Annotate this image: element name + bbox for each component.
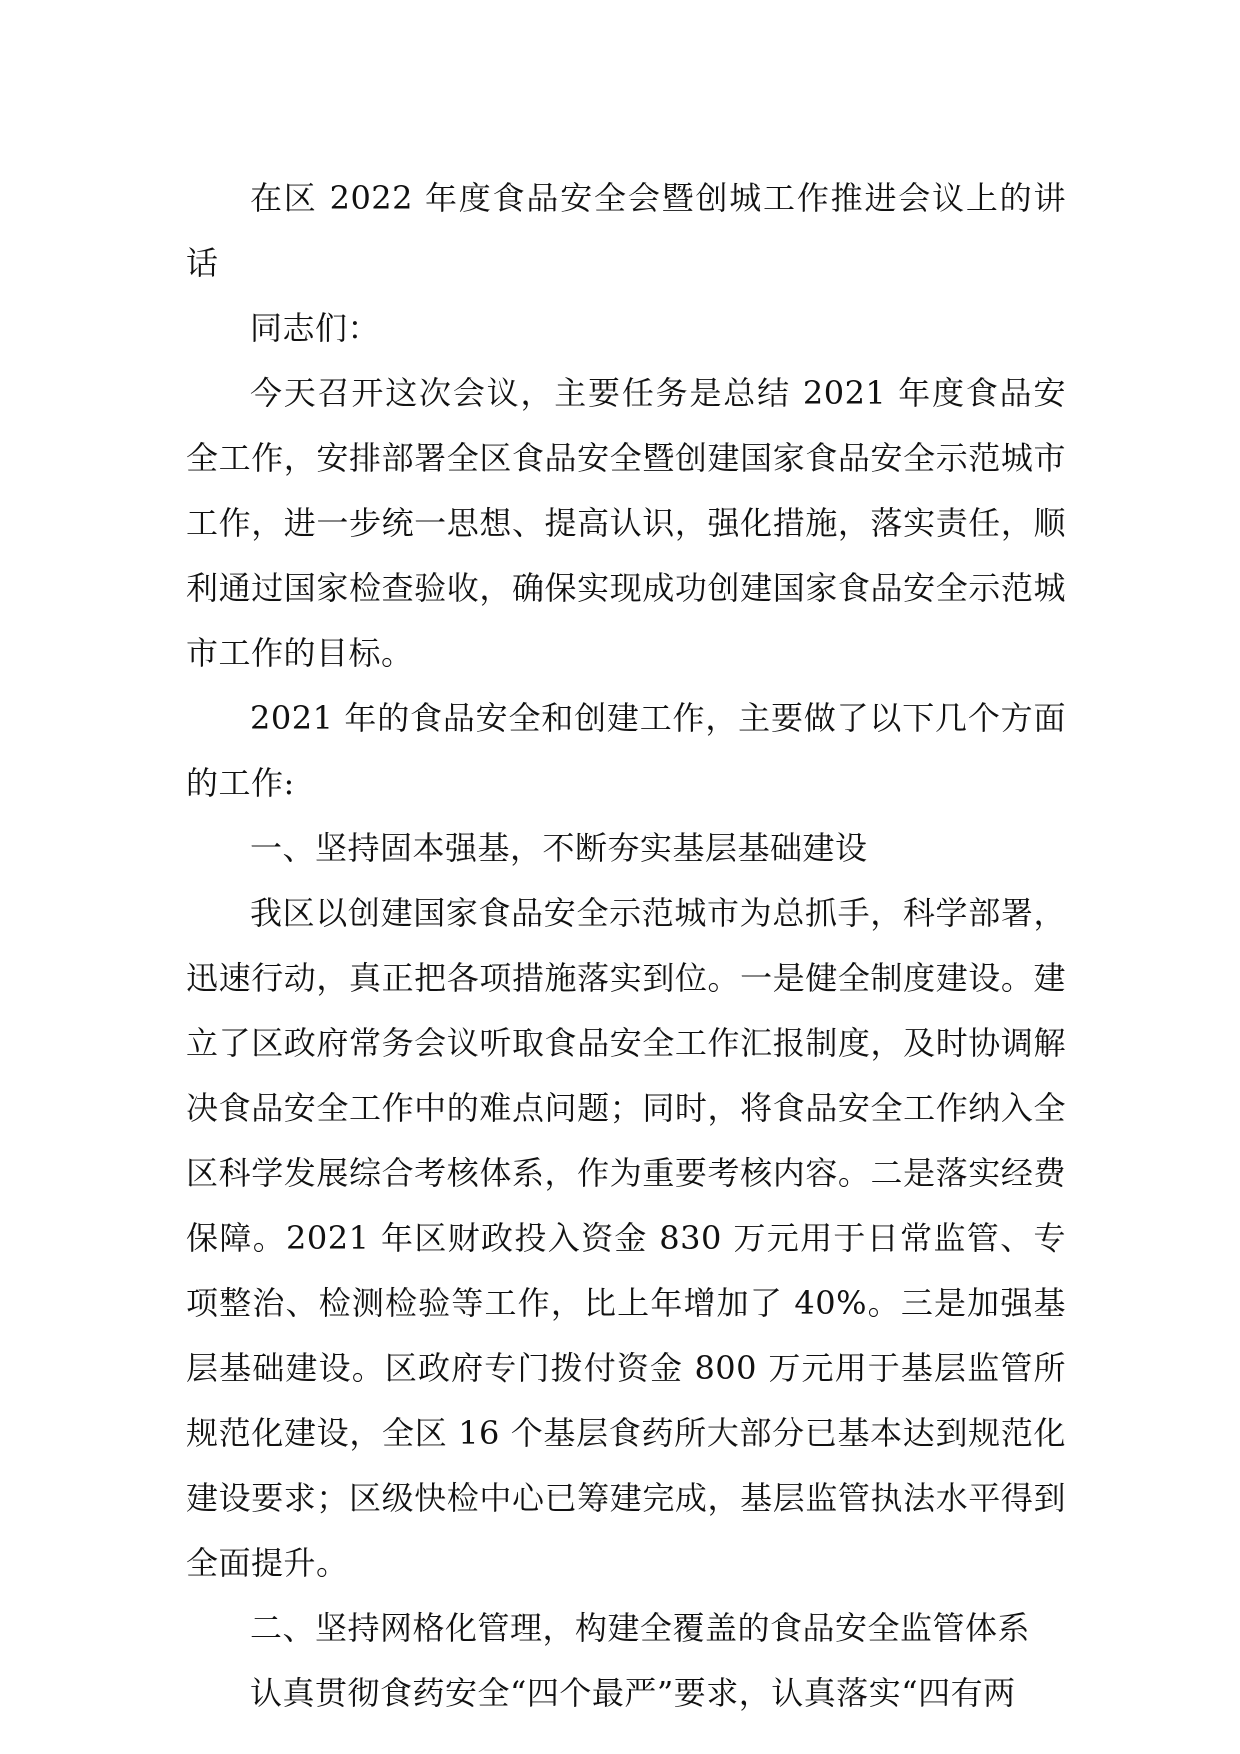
paragraph: 我区以创建国家食品安全示范城市为总抓手，科学部署，迅速行动，真正把各项措施落实到位。一是健全制度建设。建立了区政府常务会议听取食品安全工作汇报制度，及时协调解决食品安全工作中的难点问题；同时，将食品安全工作纳入全区科学发展综合考核体系，作为重要考核内容。二是落实经费保障。2021 年区财政投入资金 830 万元用于日常监管、专项整治、检测检验等工作，比上年增加了 40%。三是加强基层基础建设。区政府专门拨付资金 800 万元用于基层监管所规范化建设，全区 16 个基层食药所大部分已基本达到规范化建设要求；区级快检中心已筹建完成，基层监管执法水平得到全面提升。 (186, 894, 1066, 1582)
paragraph: 2021 年的食品安全和创建工作，主要做了以下几个方面的工作: (186, 699, 1066, 802)
document-title: 在区 2022 年度食品安全会暨创城工作推进会议上的讲话 (186, 179, 1066, 282)
salutation: 同志们： (250, 309, 381, 347)
section-heading: 一、坚持固本强基，不断夯实基层基础建设 (250, 829, 868, 867)
section-heading: 二、坚持网格化管理，构建全覆盖的食品安全监管体系 (250, 1609, 1031, 1647)
paragraph: 今天召开这次会议，主要任务是总结 2021 年度食品安全工作，安排部署全区食品安全暨创建国家食品安全示范城市工作，进一步统一思想、提高认识，强化措施，落实责任，顺利通过国家检查验收，确保实现成功创建国家食品安全示范城市工作的目标。 (186, 374, 1066, 672)
paragraph: 认真贯彻食药安全“四个最严”要求，认真落实“四有两 (250, 1674, 1016, 1712)
document-body (186, 166, 1066, 1726)
